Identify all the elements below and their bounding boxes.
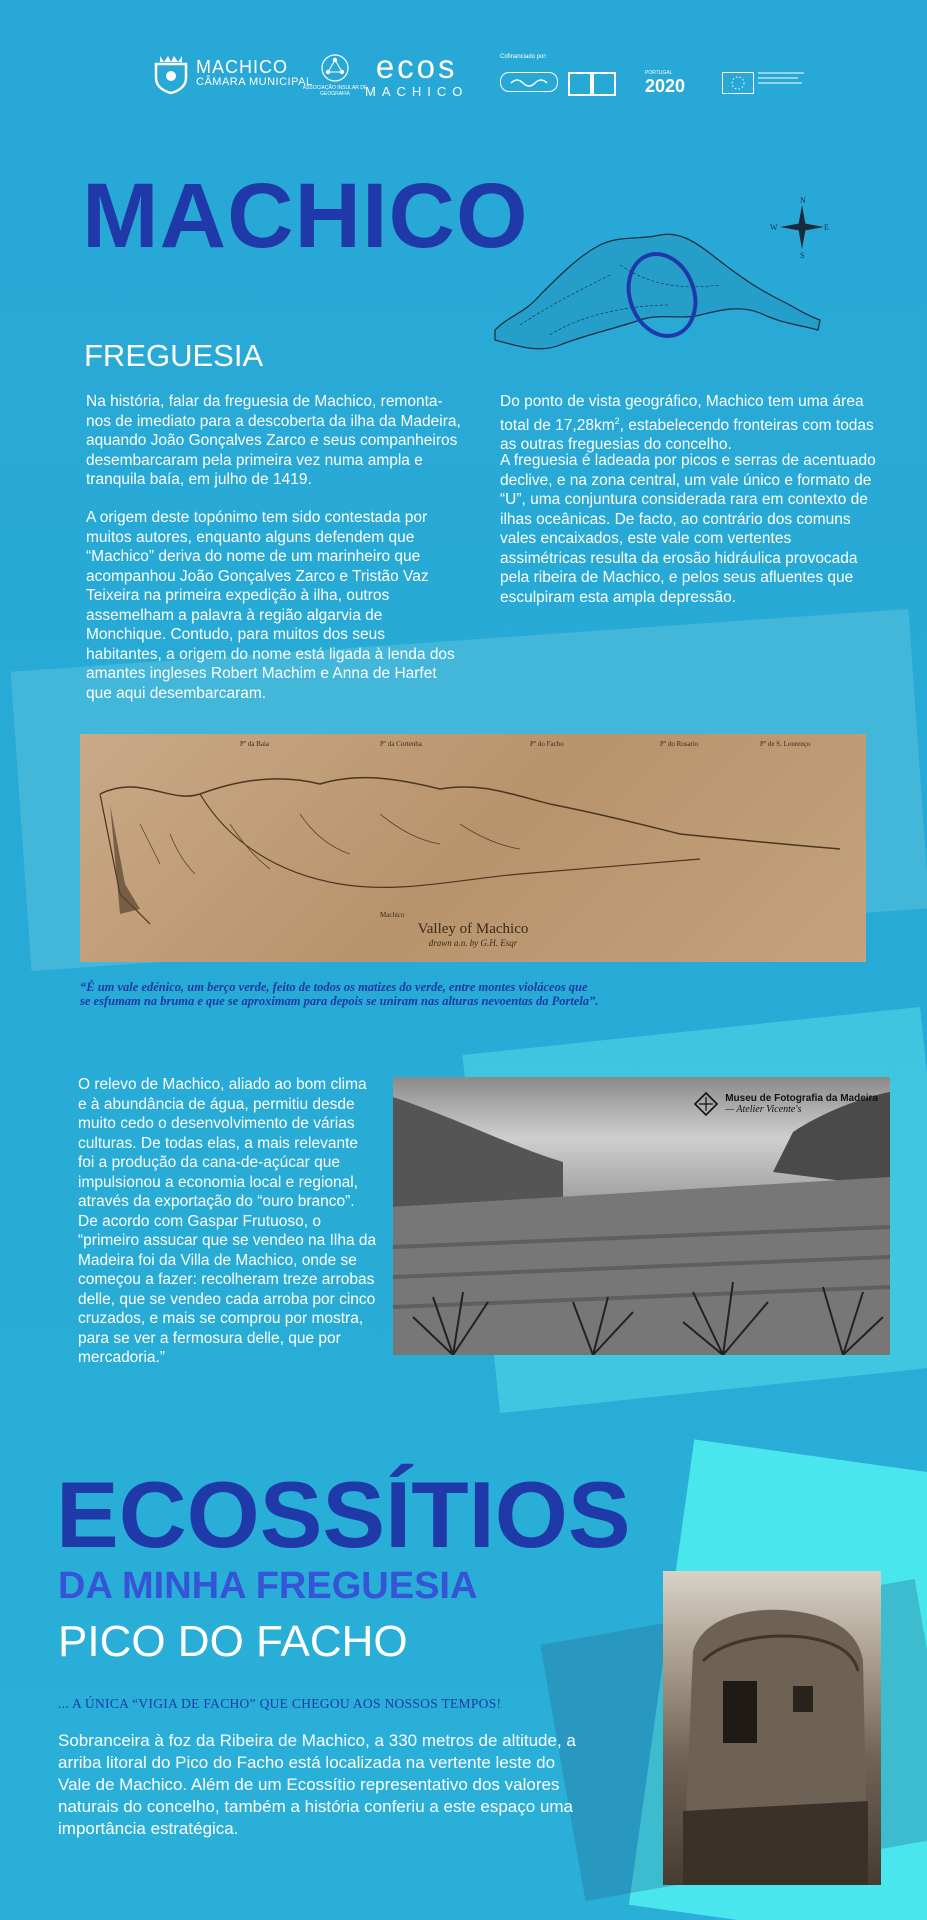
sketch-label-baia: Pº da Baia xyxy=(240,740,269,748)
intro-right-paragraph-2: A freguesia é ladeada por picos e serras de acentuado declive, e na zona central, um vale único e formato de “U”, uma conjuntura considerada rara em contexto de ilhas oceânicas. De facto, ao contrário dos comuns vales encaixados, este vale com vertentes assimétricas resulta da erosão hidráulica provocada pela ribeira de Machico, e pelos seus afluentes que esculpiram esta ampla depressão. xyxy=(500,452,876,606)
machico-logo-sub: CÂMARA MUNICIPAL xyxy=(196,75,313,88)
sketch-caption-title: Valley of Machico xyxy=(417,921,529,937)
intro-left-paragraph-1: Na história, falar da freguesia de Machico, remonta-nos de imediato para a descoberta da ilha da Madeira, aquando João Gonçalves Zarco e seus companheiros desembarcaram pela primeira vez numa ampla e tranquila baía, em julho de 1419. xyxy=(86,393,461,488)
photo-credit xyxy=(693,1091,878,1117)
ecos-logo-name: ecos xyxy=(375,48,458,85)
relevo-paragraph: O relevo de Machico, aliado ao bom clima e à abundância de água, permitiu desde muito cedo o desenvolvimento de várias culturas. De todas elas, a mais relevante foi a produção da cana-de-açúcar que impulsionou a economia local e regional, através da exportação do “ouro branco”. De acordo com Gaspar Frutuoso, o “primeiro assucar que se vendeo na Ilha da Madeira foi da Villa de Machico, onde se começou a fazer: recolheram treze arrobas delle, que se vendeo cada arroba por cinco cruzados, e mais se comprou por mostra, para se ver a fermosura delle, que por mercadoria.” xyxy=(78,1076,377,1366)
page-title: MACHICO xyxy=(82,165,529,267)
valley-sketch-image xyxy=(80,734,866,962)
eu-text-lines xyxy=(758,70,818,90)
compass-s: S xyxy=(800,251,805,260)
sketch-label-rosario: Pº do Rosario xyxy=(660,740,699,748)
logo-bar xyxy=(150,50,800,100)
compass-rose-icon xyxy=(770,196,829,260)
portugal-label: PORTUGAL xyxy=(645,70,673,76)
compass-n: N xyxy=(800,196,806,205)
partner-square-logo xyxy=(568,72,592,96)
sugarcane-valley-photo xyxy=(393,1077,890,1355)
sketch-label-cortenha: Pº da Cortenha xyxy=(380,740,422,748)
compass-e: E xyxy=(824,223,829,232)
ecos-machico-logo xyxy=(365,50,468,99)
intro-right-paragraph-1 xyxy=(500,392,880,455)
section2-subtitle: DA MINHA FREGUESIA xyxy=(58,1565,478,1607)
ecos-logo-sub: MACHICO xyxy=(365,84,469,99)
machico-municipal-logo xyxy=(152,52,313,94)
network-icon xyxy=(319,52,351,84)
section2-title: ECOSSÍTIOS xyxy=(56,1462,631,1567)
section2-body: Sobranceira à foz da Ribeira de Machico, a 330 metros de altitude, a arriba litoral do Pico do Facho está localizada na vertente leste do Vale de Machico. Além de um Ecossítio representativo dos valores naturais do concelho, também a história conferiu a este espaço uma importância estratégica. xyxy=(58,1731,576,1838)
sketch-caption xyxy=(80,921,866,948)
photo-credit-line2: — Atelier Vicente's xyxy=(725,1104,802,1115)
photo-credit-line1: Museu de Fotografia da Madeira xyxy=(725,1092,878,1104)
vigia-facho-photo xyxy=(663,1571,881,1885)
assoc-logo-text: ASSOCIAÇÃO INSULAR DE GEOGRAFIA xyxy=(302,85,368,97)
sketch-label-lourenco: Pº de S. Lourenço xyxy=(760,740,811,748)
island-outline xyxy=(495,234,820,349)
sketch-label-machico: Machico xyxy=(380,911,405,919)
section2-place: PICO DO FACHO xyxy=(58,1617,408,1666)
compass-w: W xyxy=(770,223,778,232)
cofinanced-label: Cofinanciado por: xyxy=(500,54,548,60)
page-subtitle: FREGUESIA xyxy=(84,338,264,373)
section2-tagline: ... A ÚNICA “VIGIA DE FACHO” QUE CHEGOU AOS NOSSOS TEMPOS! xyxy=(58,1696,502,1711)
intro-left-paragraph-2: A origem deste topónimo tem sido contestada por muitos autores, enquanto alguns defendem que “Machico” deriva do nome de um marinheiro que acompanhou João Gonçalves Zarco e Tristão Vaz Teixeira na primeira expedição à ilha, outros assemelham a palavra à região algarvia de Monchique. Contudo, para muitos dos seus habitantes, a origem do nome está ligada à lenda dos amantes ingleses Robert Machim e Anna de Harfet que aqui desembarcaram. xyxy=(86,509,455,702)
crest-icon xyxy=(152,52,190,94)
museum-logo-icon xyxy=(693,1091,719,1117)
wave-icon xyxy=(509,77,549,87)
portugal-2020-number: 2020 xyxy=(645,76,686,96)
machico-logo-name: MACHICO xyxy=(196,56,288,77)
sketch-label-facho: Pº do Facho xyxy=(530,740,564,748)
valley-quote: “É um vale edénico, um berço verde, feito de todos os matizes do verde, entre montes violáceos que se esfumam na bruma e que se aproximam para depois se uniram nas alturas nevoentas da Portela”. xyxy=(80,980,599,1008)
area-text-pre: Do ponto de vista geográfico, Machico tem uma área total de 17,28km xyxy=(500,393,864,434)
partner-square-logo-2 xyxy=(592,72,616,96)
sketch-caption-sub: drawn a.n. by G.H. Esqr xyxy=(428,938,518,948)
area-text-post: , estabelecendo fronteiras com todas as outras freguesias do concelho. xyxy=(500,416,874,454)
assoc-geografia-logo xyxy=(300,52,370,97)
partner-logo xyxy=(500,72,558,92)
eu-flag-icon xyxy=(722,72,754,94)
freguesia-map xyxy=(490,195,830,370)
portugal-2020-logo xyxy=(645,70,685,97)
area-unit-sup: 2 xyxy=(614,415,620,426)
